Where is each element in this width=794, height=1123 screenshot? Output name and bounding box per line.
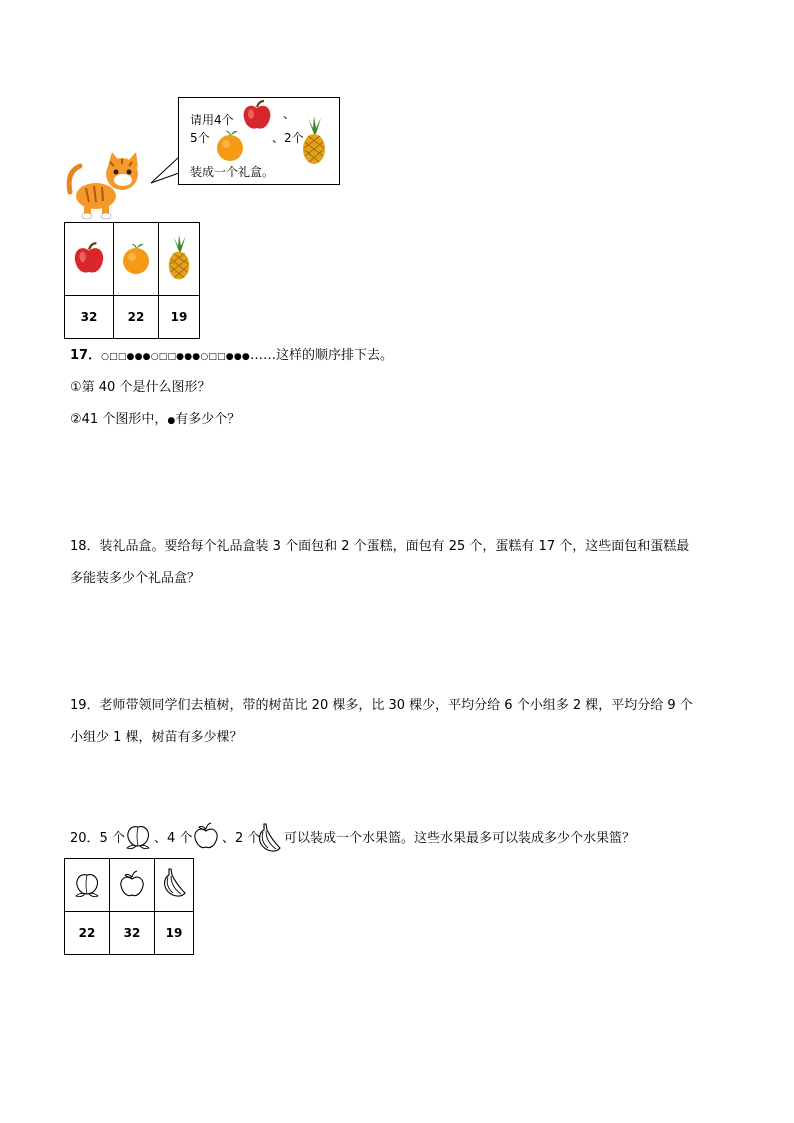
table-cell-value: 19 xyxy=(159,296,200,339)
fruit-count-table xyxy=(64,222,200,339)
bubble-text-2a: 5个 xyxy=(190,131,210,145)
table-row-values xyxy=(65,296,200,339)
table-cell-value: 32 xyxy=(65,296,114,339)
pineapple-icon xyxy=(165,234,193,282)
peach-outline-icon xyxy=(124,822,152,850)
apple-outline-icon xyxy=(192,822,220,850)
table-cell-value: 32 xyxy=(110,912,155,955)
q16-block xyxy=(0,0,794,345)
orange-icon xyxy=(215,128,245,162)
bubble-text-2b: 、2个 xyxy=(272,131,304,145)
q17-tail: ……这样的顺序排下去。 xyxy=(249,348,393,363)
q17-stem xyxy=(70,346,393,367)
table-cell-value: 22 xyxy=(114,296,159,339)
fruit-outline-table xyxy=(64,858,194,955)
q17-sequence: ○□□●●●○□□●●●○□□●●● xyxy=(101,352,250,362)
table-cell-pineapple xyxy=(159,223,200,296)
apple-outline-icon xyxy=(118,870,146,898)
banana-outline-icon xyxy=(256,822,282,856)
apple-icon xyxy=(241,99,273,131)
q19-line-2: 小组少 1 棵，树苗有多少棵？ xyxy=(70,730,243,745)
q17-subquestion-2 xyxy=(70,410,240,431)
table-cell-banana xyxy=(155,859,194,912)
peach-outline-icon xyxy=(73,870,101,898)
bullet-dot-icon: ● xyxy=(167,416,176,426)
apple-icon xyxy=(72,241,106,275)
speech-bubble-tail xyxy=(150,155,180,185)
table-cell-peach xyxy=(65,859,110,912)
table-row-values xyxy=(65,912,194,955)
table-cell-orange xyxy=(114,223,159,296)
cat-icon xyxy=(66,152,146,222)
q20-part-2: 、4 个 xyxy=(154,831,193,846)
q17-sub2-prefix: ②41 个图形中， xyxy=(70,412,168,427)
q20-part-3: 、2 个 xyxy=(222,831,261,846)
table-cell-apple xyxy=(65,223,114,296)
banana-outline-icon xyxy=(161,867,187,901)
q17-sub2-suffix: 有多少个？ xyxy=(175,412,241,427)
q18-line-2: 多能装多少个礼品盒？ xyxy=(70,571,201,586)
q20-part-4: 可以装成一个水果篮。这些水果最多可以装成多少个水果篮？ xyxy=(284,831,636,846)
bubble-text-1b: 、 xyxy=(283,107,296,121)
q20-stem xyxy=(70,822,690,856)
q19-line-1: 19．老师带领同学们去植树，带的树苗比 20 棵多，比 30 棵少，平均分给 6 个小组多 2 棵，平均分给 9 个 xyxy=(70,698,693,713)
bubble-text-3: 装成一个礼盒。 xyxy=(190,165,275,179)
bubble-text-1a: 请用4个 xyxy=(190,113,234,127)
q17-subquestion-1: ①第 40 个是什么图形？ xyxy=(70,380,211,395)
speech-bubble xyxy=(178,97,340,185)
table-cell-value: 22 xyxy=(65,912,110,955)
pineapple-icon xyxy=(299,116,329,166)
table-cell-value: 19 xyxy=(155,912,194,955)
orange-icon xyxy=(121,241,151,275)
q18-line-1: 18．装礼品盒。要给每个礼品盒装 3 个面包和 2 个蛋糕，面包有 25 个，蛋糕有 17 个，这些面包和蛋糕最 xyxy=(70,539,690,554)
table-row-icons xyxy=(65,223,200,296)
q20-part-1: 20．5 个 xyxy=(70,831,125,846)
q17-number: 17． xyxy=(70,348,102,363)
table-cell-apple xyxy=(110,859,155,912)
table-row-icons xyxy=(65,859,194,912)
